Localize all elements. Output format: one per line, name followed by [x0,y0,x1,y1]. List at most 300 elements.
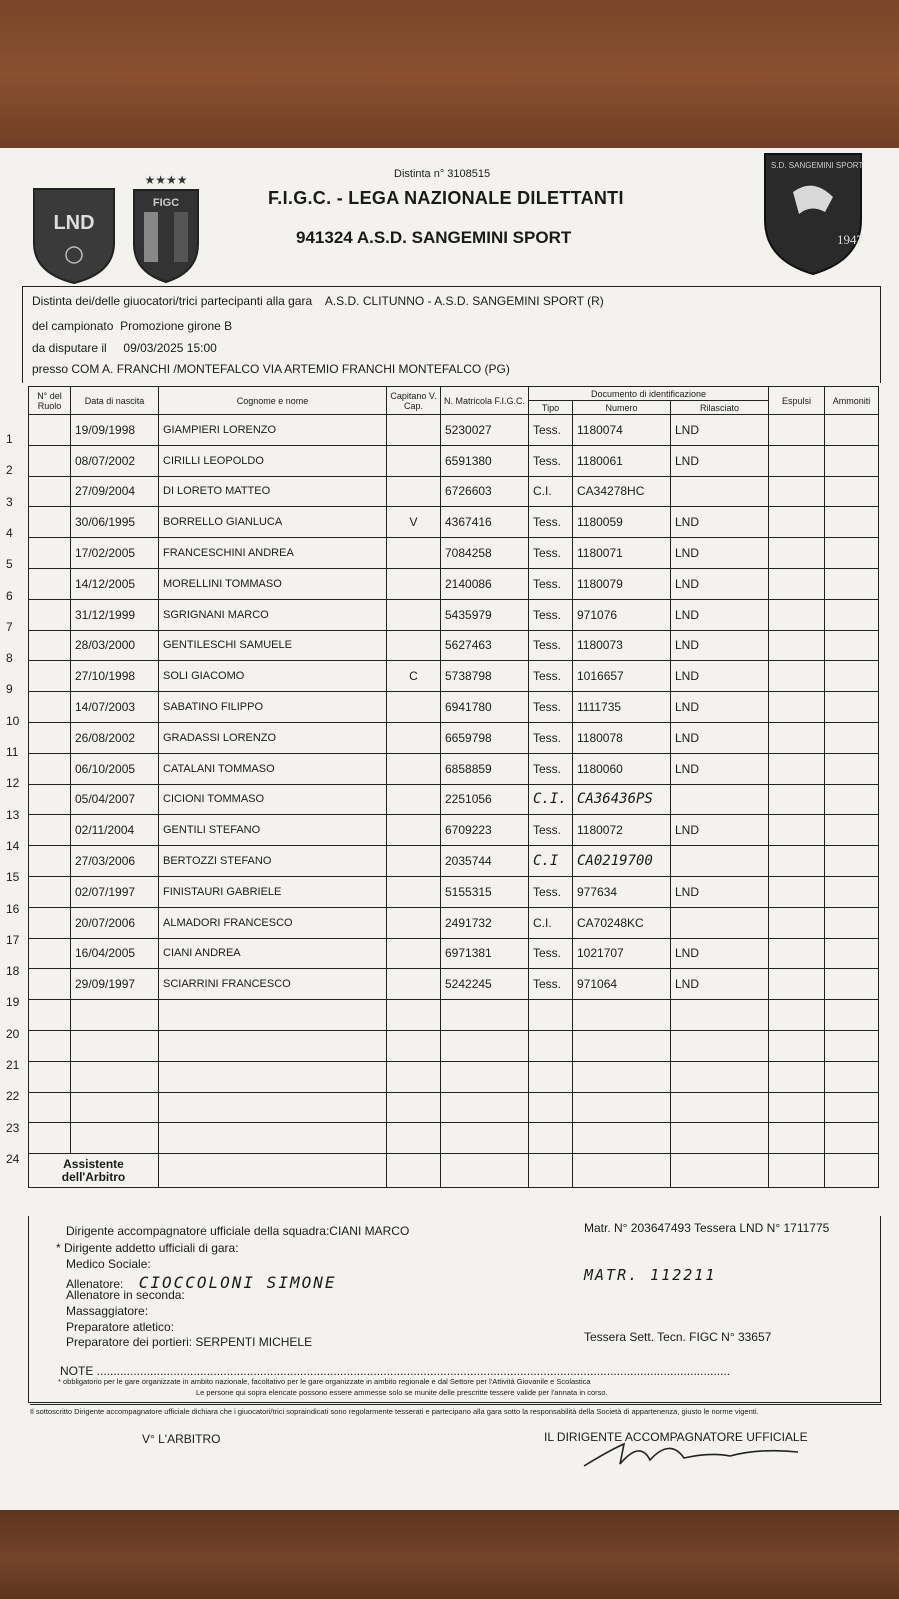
tipo-cell: Tess. [529,938,573,969]
captain-cell [387,445,441,476]
numero-cell [573,1061,671,1092]
numero-cell: 977634 [573,876,671,907]
ruolo-cell [29,507,71,538]
table-row [29,815,879,846]
addetto-line: * Dirigente addetto ufficiali di gara: [56,1241,239,1255]
row-number: 10 [6,713,20,728]
table-row [29,722,879,753]
tipo-cell: C.I. [529,907,573,938]
allenatore-value: CIOCCOLONI SIMONE [138,1273,337,1292]
row-number: 18 [6,964,20,979]
ruolo-cell [29,1000,71,1031]
col-tipo: Tipo [529,401,573,415]
col-matricola: N. Matricola F.I.G.C. [441,387,529,415]
espulsi-cell [769,476,825,507]
matricola-cell: 6709223 [441,815,529,846]
ammoniti-cell [825,630,879,661]
date-cell [71,1123,159,1154]
matricola-cell [441,1030,529,1061]
matricola-cell: 6591380 [441,445,529,476]
matricola-cell: 6726603 [441,476,529,507]
numero-cell: 1180059 [573,507,671,538]
date-cell: 30/06/1995 [71,507,159,538]
espulsi-cell [769,722,825,753]
espulsi-cell [769,661,825,692]
ammoniti-cell [825,1061,879,1092]
captain-cell: V [387,507,441,538]
numero-cell: 1180061 [573,445,671,476]
matricola-cell: 5155315 [441,876,529,907]
table-row [29,568,879,599]
ammoniti-cell [825,784,879,815]
date-cell: 02/07/1997 [71,876,159,907]
row-number: 24 [6,1151,20,1166]
matricola-cell: 7084258 [441,538,529,569]
captain-cell [387,876,441,907]
name-cell: SOLI GIACOMO [159,661,387,692]
rilasciato-cell: LND [671,415,769,446]
col-ruolo: N° del Ruolo [29,387,71,415]
row-number: 12 [6,776,20,791]
captain-cell [387,599,441,630]
date-cell: 17/02/2005 [71,538,159,569]
captain-cell [387,753,441,784]
tipo-cell: Tess. [529,415,573,446]
tipo-cell: Tess. [529,568,573,599]
match-label: Distinta dei/delle giuocatori/trici partecipanti alla gara [32,294,313,308]
date-cell: 28/03/2000 [71,630,159,661]
espulsi-cell [769,815,825,846]
captain-cell [387,568,441,599]
name-cell: GENTILESCHI SAMUELE [159,630,387,661]
table-row [29,538,879,569]
numero-cell [573,1092,671,1123]
info-line-match [32,294,604,308]
rilasciato-cell: LND [671,722,769,753]
name-cell: GENTILI STEFANO [159,815,387,846]
numero-cell: 1180073 [573,630,671,661]
numero-cell: CA70248KC [573,907,671,938]
ammoniti-cell [825,753,879,784]
rilasciato-cell: LND [671,630,769,661]
rilasciato-cell [671,1123,769,1154]
rilasciato-cell [671,1092,769,1123]
row-number: 11 [6,745,19,759]
name-cell: CIANI ANDREA [159,938,387,969]
date-cell: 20/07/2006 [71,907,159,938]
info-line-championship [32,319,232,333]
row-number: 6 [6,588,13,603]
info-line-venue [32,362,510,376]
matricola-cell: 6659798 [441,722,529,753]
col-nome: Cognome e nome [159,387,387,415]
rilasciato-cell [671,476,769,507]
championship-label: del campionato [32,319,114,333]
club-logo-year: 1947 [837,232,863,247]
ruolo-cell [29,476,71,507]
ruolo-cell [29,876,71,907]
col-rilasciato: Rilasciato [671,401,769,415]
name-cell [159,1030,387,1061]
name-cell: BORRELLO GIANLUCA [159,507,387,538]
date-cell: 26/08/2002 [71,722,159,753]
numero-cell: 1016657 [573,661,671,692]
background-top [0,0,899,150]
col-capitano: Capitano V. Cap. [387,387,441,415]
tipo-cell: Tess. [529,969,573,1000]
assistente-label: Assistente dell'Arbitro [29,1154,159,1188]
table-row [29,753,879,784]
numero-cell: 1180074 [573,415,671,446]
espulsi-cell [769,1123,825,1154]
tipo-cell: Tess. [529,445,573,476]
note-line: NOTE .............................................................................................................................................................................................. [60,1364,731,1378]
row-number: 21 [6,1058,20,1072]
name-cell [159,1000,387,1031]
rilasciato-cell [671,846,769,877]
svg-text:★★★★: ★★★★ [144,173,188,187]
row-number: 20 [6,1026,20,1041]
ammoniti-cell [825,568,879,599]
ammoniti-cell [825,692,879,723]
date-cell [71,1030,159,1061]
matricola-cell [441,1000,529,1031]
row-number: 8 [6,651,13,666]
ruolo-cell [29,1123,71,1154]
matricola-cell [441,1092,529,1123]
rilasciato-cell [671,1000,769,1031]
captain-cell [387,846,441,877]
players-table [28,386,879,1188]
matricola-cell: 2491732 [441,907,529,938]
matricola-cell: 5738798 [441,661,529,692]
tipo-cell: Tess. [529,753,573,784]
ammoniti-cell [825,1123,879,1154]
matricola-cell: 2251056 [441,784,529,815]
date-cell: 27/09/2004 [71,476,159,507]
dirigente-matricola: Matr. N° 203647493 Tessera LND N° 1711775 [584,1221,830,1235]
espulsi-cell [769,876,825,907]
background-bottom [0,1500,899,1599]
date-cell [71,1000,159,1031]
table-row [29,692,879,723]
date-cell: 31/12/1999 [71,599,159,630]
ruolo-cell [29,846,71,877]
captain-cell [387,938,441,969]
rilasciato-cell [671,784,769,815]
espulsi-cell [769,784,825,815]
numero-cell: 1180072 [573,815,671,846]
numero-cell: 1021707 [573,938,671,969]
atletico-line: Preparatore atletico: [66,1320,175,1334]
date-cell: 16/04/2005 [71,938,159,969]
tipo-cell: Tess. [529,599,573,630]
matricola-cell: 2140086 [441,568,529,599]
espulsi-cell [769,415,825,446]
row-number: 13 [6,807,20,822]
captain-cell [387,1092,441,1123]
numero-cell: 1180060 [573,753,671,784]
name-cell: FRANCESCHINI ANDREA [159,538,387,569]
row-number: 23 [6,1120,20,1135]
espulsi-cell [769,599,825,630]
numero-cell [573,1030,671,1061]
rilasciato-cell [671,907,769,938]
ammoniti-cell [825,415,879,446]
date-label: da disputare il [32,341,107,355]
numero-cell: CA34278HC [573,476,671,507]
name-cell: SABATINO FILIPPO [159,692,387,723]
table-row [29,1030,879,1061]
numero-cell: CA36436PS [573,784,671,815]
rilasciato-cell: LND [671,692,769,723]
tipo-cell [529,1123,573,1154]
table-row [29,599,879,630]
medico-line: Medico Sociale: [66,1257,151,1271]
ruolo-cell [29,568,71,599]
captain-cell [387,722,441,753]
row-number: 22 [6,1089,20,1104]
ruolo-cell [29,415,71,446]
table-row [29,1092,879,1123]
table-row [29,907,879,938]
table-row [29,476,879,507]
captain-cell [387,692,441,723]
ammoniti-cell [825,1092,879,1123]
ruolo-cell [29,722,71,753]
espulsi-cell [769,1061,825,1092]
col-numero: Numero [573,401,671,415]
name-cell: ALMADORI FRANCESCO [159,907,387,938]
handwritten-signature [580,1430,810,1470]
numero-cell: 1111735 [573,692,671,723]
date-cell: 14/07/2003 [71,692,159,723]
espulsi-cell [769,1092,825,1123]
ammoniti-cell [825,476,879,507]
numero-cell: 1180079 [573,568,671,599]
table-row [29,445,879,476]
row-number: 5 [6,557,13,572]
ruolo-cell [29,538,71,569]
ammoniti-cell [825,846,879,877]
rilasciato-cell: LND [671,938,769,969]
row-number: 2 [6,463,13,478]
date-cell: 19/09/1998 [71,415,159,446]
row-number: 9 [6,682,13,697]
matricola-cell: 5435979 [441,599,529,630]
numero-cell [573,1000,671,1031]
espulsi-cell [769,938,825,969]
date-cell [71,1061,159,1092]
date-cell: 29/09/1997 [71,969,159,1000]
tipo-cell: Tess. [529,661,573,692]
dirigente-signature-label: IL DIRIGENTE ACCOMPAGNATORE UFFICIALE [544,1430,808,1444]
ammoniti-cell [825,1000,879,1031]
espulsi-cell [769,1030,825,1061]
table-row [29,415,879,446]
ruolo-cell [29,1030,71,1061]
row-number: 15 [6,870,20,885]
tipo-cell: C.I [529,846,573,877]
captain-cell: C [387,661,441,692]
ammoniti-cell [825,599,879,630]
row-number: 7 [6,619,13,634]
fine-print-1: * obbligatorio per le gare organizzate in ambito nazionale, facoltativo per le gare organizzate in ambito regionale e dal Settore per l'Attività Giovanile e Scolastica [58,1377,591,1386]
col-nascita: Data di nascita [71,387,159,415]
name-cell: MORELLINI TOMMASO [159,568,387,599]
rilasciato-cell: LND [671,599,769,630]
col-ammoniti: Ammoniti [825,387,879,415]
matricola-cell: 6971381 [441,938,529,969]
ruolo-cell [29,1092,71,1123]
table-row [29,846,879,877]
ruolo-cell [29,784,71,815]
rilasciato-cell: LND [671,876,769,907]
row-number: 4 [6,525,13,540]
date-value: 09/03/2025 15:00 [123,341,217,355]
date-cell: 08/07/2002 [71,445,159,476]
table-row [29,661,879,692]
name-cell [159,1061,387,1092]
ammoniti-cell [825,1030,879,1061]
row-number: 19 [6,995,20,1010]
table-row [29,784,879,815]
table-row [29,630,879,661]
row-number: 1 [6,432,13,446]
ruolo-cell [29,969,71,1000]
espulsi-cell [769,753,825,784]
name-cell: CICIONI TOMMASO [159,784,387,815]
rilasciato-cell [671,1030,769,1061]
tipo-cell [529,1092,573,1123]
espulsi-cell [769,630,825,661]
name-cell: SGRIGNANI MARCO [159,599,387,630]
numero-cell: 1180071 [573,538,671,569]
name-cell: FINISTAURI GABRIELE [159,876,387,907]
captain-cell [387,630,441,661]
tipo-cell: Tess. [529,507,573,538]
massaggiatore-line: Massaggiatore: [66,1304,149,1318]
ruolo-cell [29,753,71,784]
numero-cell: CA0219700 [573,846,671,877]
date-cell: 05/04/2007 [71,784,159,815]
players-body [29,415,879,1154]
rilasciato-cell: LND [671,568,769,599]
distinta-number: Distinta n° 3108515 [394,168,491,180]
rilasciato-cell: LND [671,445,769,476]
espulsi-cell [769,969,825,1000]
captain-cell [387,815,441,846]
captain-cell [387,1000,441,1031]
col-documento: Documento di identificazione [529,387,769,401]
name-cell: CATALANI TOMMASO [159,753,387,784]
numero-cell: 1180078 [573,722,671,753]
declaration: Il sottoscritto Dirigente accompagnatore ufficiale dichiara che i giuocatori/trici sopraindicati sono regolarmente tesserati e partecipano alla gara sotto la responsabilità della Società di appartenenza, giusto le norme vigenti. [30,1404,882,1417]
row-number: 14 [6,838,20,853]
matricola-cell: 2035744 [441,846,529,877]
tipo-cell: Tess. [529,692,573,723]
tipo-cell: Tess. [529,722,573,753]
lnd-logo [30,185,118,285]
ammoniti-cell [825,907,879,938]
ruolo-cell [29,692,71,723]
matricola-cell: 4367416 [441,507,529,538]
club-logo-text: S.D. SANGEMINI SPORT [771,161,863,170]
espulsi-cell [769,1000,825,1031]
espulsi-cell [769,907,825,938]
numero-cell: 971064 [573,969,671,1000]
name-cell: GIAMPIERI LORENZO [159,415,387,446]
ammoniti-cell [825,538,879,569]
venue-value: COM A. FRANCHI /MONTEFALCO VIA ARTEMIO FRANCHI MONTEFALCO (PG) [71,362,510,376]
name-cell: CIRILLI LEOPOLDO [159,445,387,476]
rilasciato-cell: LND [671,815,769,846]
matricola-cell: 6941780 [441,692,529,723]
dirigente-line: Dirigente accompagnatore ufficiale della squadra:CIANI MARCO [66,1224,410,1238]
table-row [29,969,879,1000]
captain-cell [387,969,441,1000]
captain-cell [387,1030,441,1061]
row-number: 3 [6,494,13,509]
ruolo-cell [29,630,71,661]
numero-cell [573,1123,671,1154]
arbitro-signature-label: V° L'ARBITRO [142,1432,221,1446]
tipo-cell: Tess. [529,815,573,846]
ruolo-cell [29,599,71,630]
rilasciato-cell [671,1061,769,1092]
ruolo-cell [29,445,71,476]
rilasciato-cell: LND [671,753,769,784]
espulsi-cell [769,445,825,476]
name-cell [159,1092,387,1123]
numero-cell: 971076 [573,599,671,630]
lnd-logo-text: LND [53,212,95,234]
espulsi-cell [769,538,825,569]
rilasciato-cell: LND [671,661,769,692]
table-row [29,938,879,969]
espulsi-cell [769,568,825,599]
captain-cell [387,538,441,569]
tipo-cell [529,1061,573,1092]
captain-cell [387,1061,441,1092]
venue-label: presso [32,362,69,376]
date-cell: 02/11/2004 [71,815,159,846]
captain-cell [387,415,441,446]
matricola-cell [441,1123,529,1154]
ruolo-cell [29,907,71,938]
date-cell: 27/03/2006 [71,846,159,877]
tessera-line: Tessera Sett. Tecn. FIGC N° 33657 [584,1330,772,1344]
ammoniti-cell [825,815,879,846]
table-row [29,876,879,907]
date-cell: 27/10/1998 [71,661,159,692]
name-cell: DI LORETO MATTEO [159,476,387,507]
championship-value: Promozione girone B [120,319,233,333]
fine-print-2: Le persone qui sopra elencate possono essere ammesse solo se munite delle prescritte tessere valide per l'annata in corso. [196,1388,608,1397]
ammoniti-cell [825,722,879,753]
ammoniti-cell [825,938,879,969]
captain-cell [387,907,441,938]
rilasciato-cell: LND [671,969,769,1000]
ammoniti-cell [825,445,879,476]
espulsi-cell [769,846,825,877]
tipo-cell: C.I. [529,476,573,507]
figc-logo-text: FIGC [152,197,180,209]
seconda-line: Allenatore in seconda: [66,1288,185,1302]
tipo-cell: Tess. [529,630,573,661]
tipo-cell [529,1000,573,1031]
matricola-cell: 5242245 [441,969,529,1000]
